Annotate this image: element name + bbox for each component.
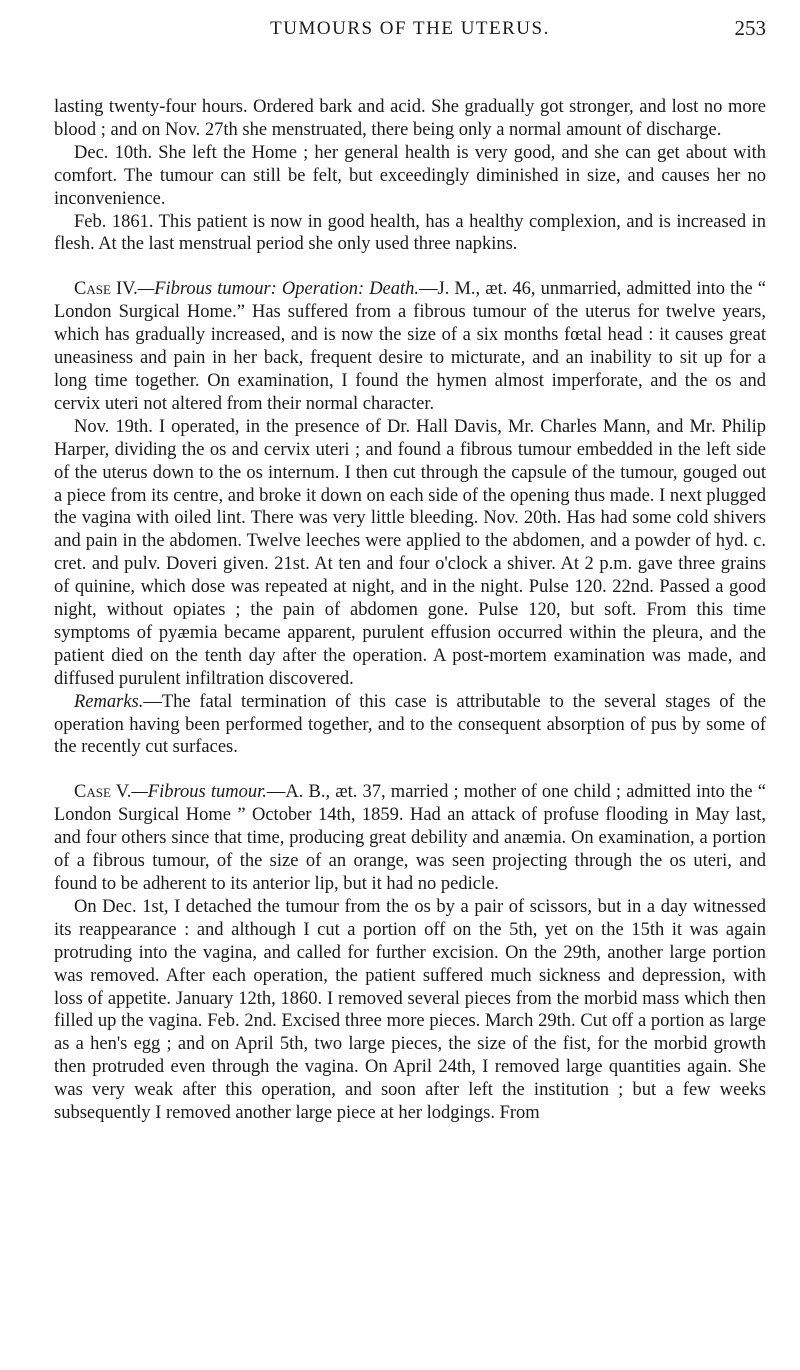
case-4-body: —J. M., æt. 46, unmarried, admitted into the “ London Surgical Home.” Has suffered from a fibrous tumour of the uterus for twelve years, which has gradually increased, and is now the size of a six months fœtal head : it causes great uneasiness and pain in her back, frequent desire to micturate, and an inability to sit up for a long time together. On examination, I found the hymen almost imperforate, and the os and cervix uteri not altered from their normal character. [54, 279, 766, 414]
case-5-paragraph [54, 781, 766, 896]
page-header [54, 0, 766, 60]
case-5-body: —A. B., æt. 37, married ; mother of one child ; admitted into the “ London Surgical Home ” October 14th, 1859. Had an attack of profuse flooding in May last, and four others since that time, producing great debility and anæmia. On examination, a portion of a fibrous tumour, of the size of an orange, was seen projecting through the os uteri, and found to be adherent to its anterior lip, but it had no pedicle. [54, 782, 766, 894]
paragraph-dec-10: Dec. 10th. She left the Home ; her general health is very good, and she can get about with comfort. The tumour can still be felt, but exceedingly diminished in size, and causes her no inconvenience. [54, 142, 766, 209]
body-text [54, 96, 766, 1125]
running-title: TUMOURS OF THE UTERUS. [270, 18, 550, 39]
section-gap [54, 759, 766, 781]
page-number: 253 [734, 16, 766, 40]
case-5-title: —Fibrous tumour. [131, 782, 267, 803]
book-page [54, 0, 766, 1125]
remarks-label: Remarks. [74, 691, 144, 712]
case-5-label: Case V. [74, 782, 132, 803]
case-4-label: Case IV. [74, 279, 138, 300]
paragraph-nov-19: Nov. 19th. I operated, in the presence of Dr. Hall Davis, Mr. Charles Mann, and Mr. Philip Harper, dividing the os and cervix uteri ; and found a fibrous tumour embedded in the left side of the uterus down to the os internum. I then cut through the capsule of the tumour, gouged out a piece from its centre, and broke it down on each side of the opening thus made. I next plugged the vagina with oiled lint. There was very little bleeding. Nov. 20th. Has had some cold shivers and pain in the abdomen. Twelve leeches were applied to the abdomen, and a powder of hyd. c. cret. and pulv. Doveri given. 21st. At ten and four o'clock a shiver. At 2 p.m. gave three grains of quinine, which dose was repeated at night, and in the night. Pulse 120. 22nd. Passed a good night, without opiates ; the pain of abdomen gone. Pulse 120, but soft. From this time symptoms of pyæmia became apparent, purulent effusion occurred within the pleura, and the patient died on the tenth day after the operation. A post-mortem examination was made, and diffused purulent infiltration discovered. [54, 416, 766, 689]
section-gap [54, 256, 766, 278]
case-4-title: —Fibrous tumour: Operation: Death. [137, 279, 420, 300]
paragraph-continuation: lasting twenty-four hours. Ordered bark and acid. She gradually got stronger, and lost no more blood ; and on Nov. 27th she menstruated, there being only a normal amount of discharge. [54, 97, 766, 140]
paragraph-feb-1861: Feb. 1861. This patient is now in good health, has a healthy complexion, and is increased in flesh. At the last menstrual period she only used three napkins. [54, 211, 766, 255]
case-4-paragraph [54, 278, 766, 415]
remarks-body: —The fatal termination of this case is attributable to the several stages of the operation having been performed together, and to the consequent absorption of pus by some of the recently cut surfaces. [54, 691, 766, 758]
remarks-paragraph [54, 691, 766, 760]
paragraph-dec-1: On Dec. 1st, I detached the tumour from the os by a pair of scissors, but in a day witnessed its reappearance : and although I cut a portion off on the 5th, yet on the 15th it was again protruding into the vagina, and called for further excision. On the 29th, another large portion was removed. After each operation, the patient suffered much sickness and depression, with loss of appetite. January 12th, 1860. I removed several pieces from the morbid mass which then filled up the vagina. Feb. 2nd. Excised three more pieces. March 29th. Cut off a portion as large as a hen's egg ; and on April 5th, two large pieces, the size of the fist, for the morbid growth then protruded even through the vagina. On April 24th, I removed large quantities again. She was very weak after this operation, and soon after left the institution ; but a few weeks subsequently I removed another large piece at her lodgings. From [54, 896, 766, 1124]
